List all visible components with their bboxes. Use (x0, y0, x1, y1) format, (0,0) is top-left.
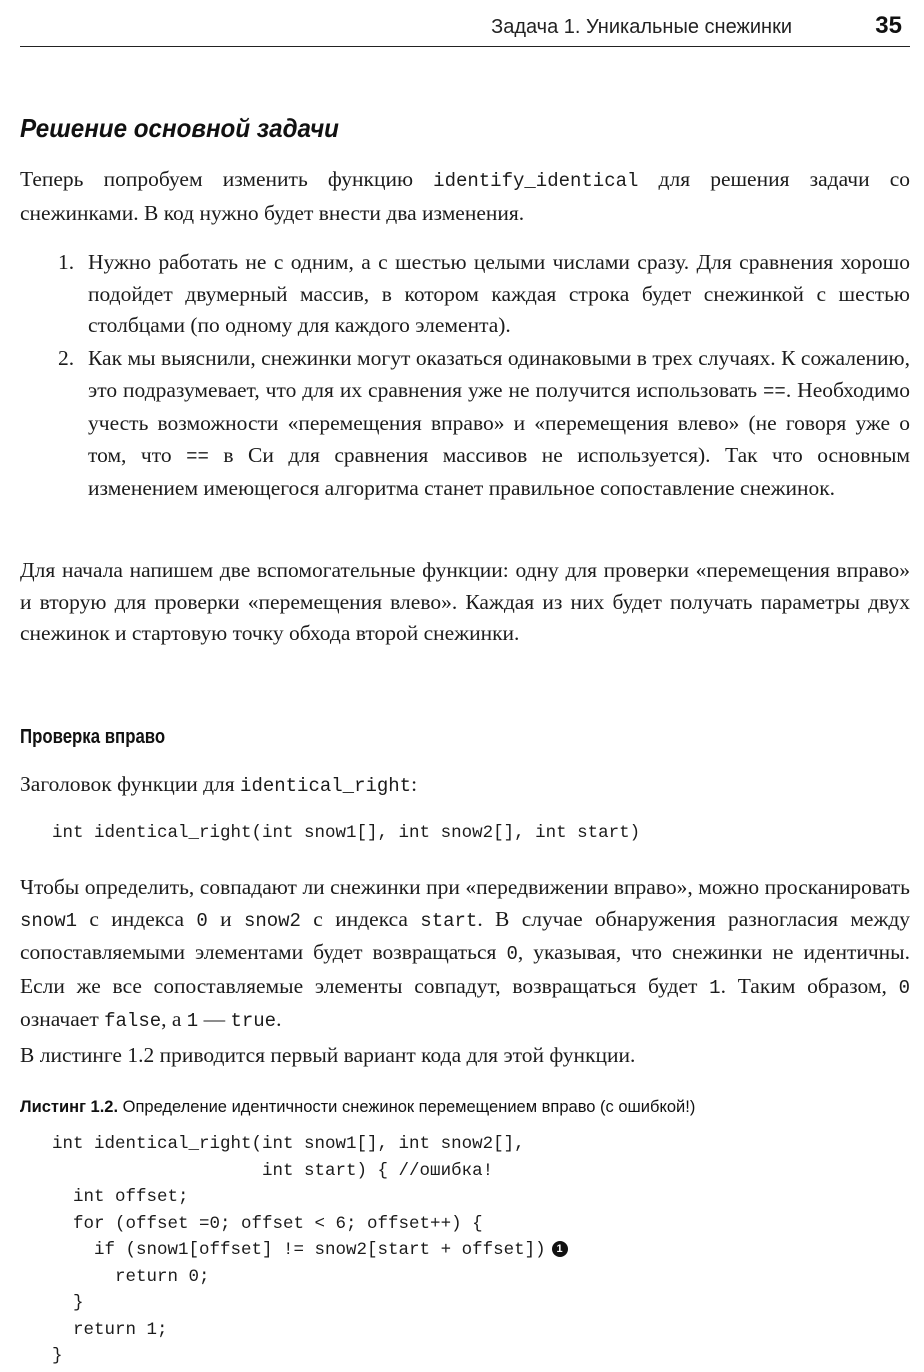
code-line: if (snow1[offset] != snow2[start + offset]) 1 (52, 1237, 568, 1264)
listing-caption-text: Определение идентичности снежинок перемещением вправо (с ошибкой!) (118, 1098, 696, 1116)
helpers-paragraph: Для начала напишем две вспомогательные функции: одну для проверки «перемещения вправо» и вторую для проверки «перемещения влево». Каждая из них будет получать параметры двух снежинок и стартовую точку обхода второй снежинки. (20, 558, 910, 645)
list-text: Как мы выяснили, снежинки могут оказаться одинаковыми в трех случаях. К сожалению, это подразумевает, что для их сравнения уже не получится использовать ==. Необходимо учесть возможности «перемещения вправо» и «перемещения влево» (не говоря уже о том, что == в Си для сравнения массивов не используется). Так что основным изменением имеющегося алгоритма станет правильное сопоставление снежинок. (88, 346, 911, 500)
code-line: } (52, 1293, 84, 1313)
inline-code: == (186, 445, 209, 468)
code-line: int identical_right(int snow1[], int snow2[], (52, 1134, 525, 1154)
running-header (20, 10, 910, 47)
code-line: for (offset =0; offset < 6; offset++) { (52, 1213, 483, 1234)
code-listing (52, 1131, 568, 1370)
running-header-title: Задача 1. Уникальные снежинки (491, 16, 792, 38)
list-text: Нужно работать не с одним, а с шестью целыми числами сразу. Для сравнения хорошо подойдет двумерный массив, в котором каждая строка будет снежинкой с шестью столбцами (по одному для каждого элемента). (88, 250, 910, 337)
subsection-heading: Проверка вправо (20, 726, 166, 748)
function-header-paragraph: Заголовок функции для identical_right: (20, 772, 418, 797)
inline-code: identical_right (240, 775, 412, 797)
explanation-paragraph: Чтобы определить, совпадают ли снежинки при «передвижении вправо», можно просканировать snow1 с индекса 0 и snow2 с индекса start. В случае обнаружения разногласия между сопоставляемыми элементами будет возвращаться 0, указывая, что снежинки не идентичны. Если же все сопоставляемые элементы совпадут, возвращаться будет 1. Таким образом, 0 означает false, а 1 — true. (20, 875, 911, 1032)
callout-marker-icon: 1 (552, 1241, 568, 1257)
code-line: return 1; (52, 1319, 168, 1340)
listing-caption (20, 1098, 695, 1117)
inline-code: identify_identical (433, 170, 639, 192)
code-line: int start) { //ошибка! (52, 1160, 494, 1181)
section-heading: Решение основной задачи (20, 113, 339, 143)
listing-intro-paragraph: В листинге 1.2 приводится первый вариант кода для этой функции. (20, 1043, 636, 1067)
listing-label: Листинг 1.2. (20, 1098, 119, 1116)
list-number: 1. (58, 250, 75, 274)
intro-paragraph: Теперь попробуем изменить функцию identify_identical для решения задачи со снежинками. В код нужно будет внести два изменения. (20, 167, 910, 225)
page-number: 35 (875, 12, 902, 39)
inline-code: == (763, 380, 786, 403)
code-line: int offset; (52, 1187, 189, 1207)
code-line: return 0; (52, 1266, 210, 1287)
list-number: 2. (58, 346, 75, 370)
function-signature-code: int identical_right(int snow1[], int snow2[], int start) (52, 823, 641, 843)
code-line: } (52, 1346, 63, 1366)
